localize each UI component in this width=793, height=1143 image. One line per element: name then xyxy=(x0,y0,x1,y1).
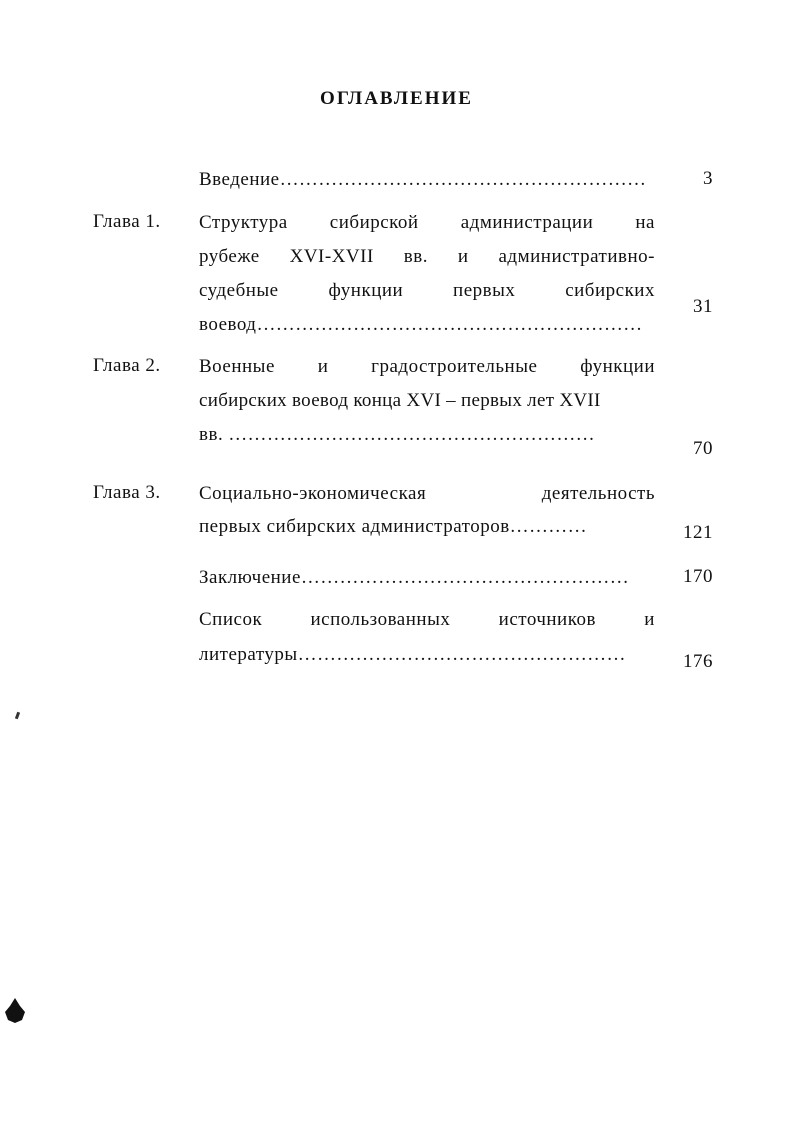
toc-entry-ch1-line2[interactable] xyxy=(199,245,655,269)
word: источников xyxy=(498,609,596,630)
chapter-label: Глава 2. xyxy=(93,355,161,376)
toc-entry-ch3-line1[interactable] xyxy=(199,482,655,506)
toc-page-number: 3 xyxy=(703,168,713,189)
word: использованных xyxy=(310,609,451,630)
toc-entry-ch1-line1[interactable] xyxy=(199,211,655,235)
toc-page-number: 70 xyxy=(693,438,713,459)
word: литературы xyxy=(199,644,298,665)
word: и xyxy=(457,246,469,267)
toc-entry-ch1-line4[interactable] xyxy=(199,313,655,337)
toc-entry-ch3-line2[interactable] xyxy=(199,515,655,539)
leader-dots: …………………………………………… xyxy=(297,644,626,665)
word: Военные xyxy=(199,356,275,377)
chapter-label: Глава 3. xyxy=(93,482,161,503)
leader-dots: ………………………………………………… xyxy=(279,169,647,190)
toc-entry-title: Заключение xyxy=(199,567,301,588)
word: первых сибирских администраторов xyxy=(199,516,510,537)
word: администрации xyxy=(460,212,594,233)
word: сибирских xyxy=(565,280,655,301)
toc-entry-intro[interactable] xyxy=(199,168,655,192)
word: сибирской xyxy=(329,212,419,233)
word: функции xyxy=(580,356,655,377)
toc-page-number: 176 xyxy=(683,651,713,672)
leader-dots: ………………………………………………… xyxy=(223,424,595,445)
toc-entry-ch2-line2[interactable]: сибирских воевод конца XVI – первых лет XVII xyxy=(199,390,601,411)
word: XVI-XVII xyxy=(289,246,374,267)
toc-entry-ch1-line3[interactable] xyxy=(199,279,655,303)
word: и xyxy=(644,609,655,630)
word: вв. xyxy=(403,246,428,267)
toc-page-number: 170 xyxy=(683,566,713,587)
toc-entry-title: Введение xyxy=(199,169,280,190)
scan-blot-mark xyxy=(4,998,26,1024)
word: Список xyxy=(199,609,263,630)
word: деятельность xyxy=(541,483,655,504)
word: первых xyxy=(453,280,516,301)
toc-page-number: 31 xyxy=(693,296,713,317)
leader-dots: …………………………………………………… xyxy=(256,314,643,335)
toc-entry-sources-line2[interactable] xyxy=(199,643,655,667)
toc-entry-ch2-line3[interactable] xyxy=(199,423,655,447)
word: вв. xyxy=(199,424,224,445)
toc-entry-conclusion[interactable] xyxy=(199,566,655,590)
word: рубеже xyxy=(199,246,260,267)
word: административно- xyxy=(498,246,655,267)
leader-dots: …………………………………………… xyxy=(300,567,630,588)
scan-speck xyxy=(15,712,20,720)
chapter-label: Глава 1. xyxy=(93,211,161,232)
word: судебные xyxy=(199,280,279,301)
word: и xyxy=(317,356,329,377)
word: воевод xyxy=(199,314,257,335)
toc-entry-ch2-line1[interactable] xyxy=(199,355,655,379)
word: Социально-экономическая xyxy=(199,483,427,504)
word: градостроительные xyxy=(371,356,538,377)
toc-entry-sources-line1[interactable] xyxy=(199,608,655,632)
leader-dots: ………… xyxy=(509,516,587,537)
word: на xyxy=(635,212,655,233)
page-title: ОГЛАВЛЕНИЕ xyxy=(320,88,473,109)
toc-page-number: 121 xyxy=(683,522,713,543)
word: Структура xyxy=(199,212,288,233)
word: функции xyxy=(328,280,404,301)
